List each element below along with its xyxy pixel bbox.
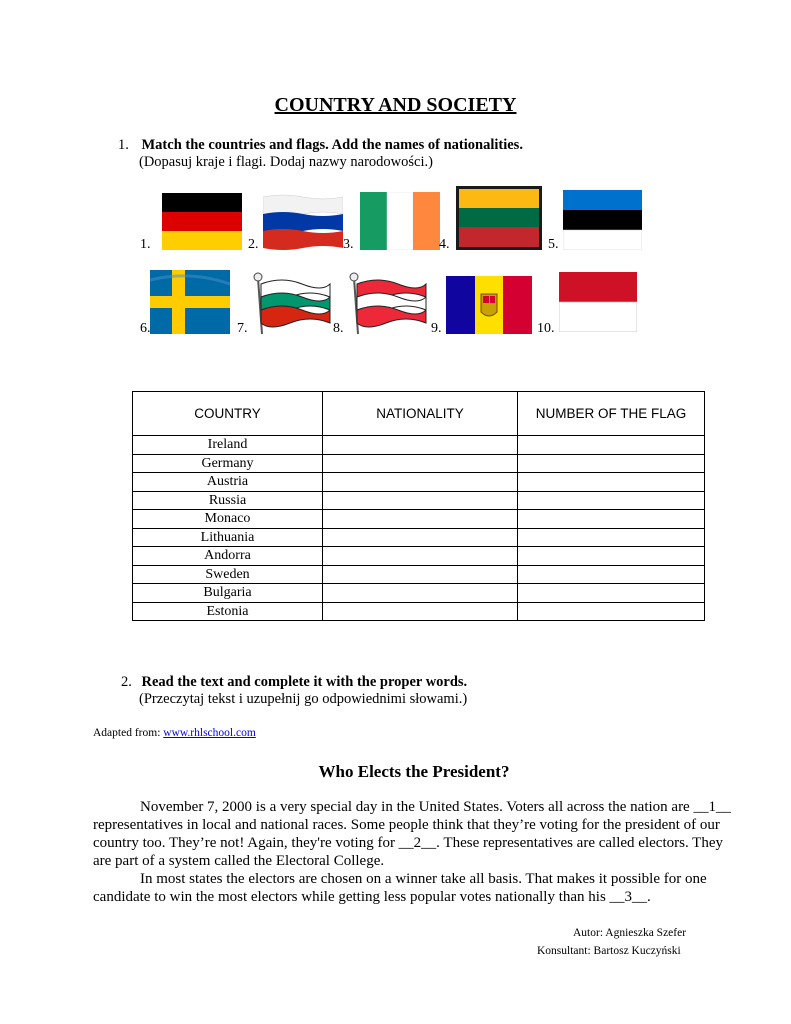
- flag-number: 7.: [237, 321, 248, 336]
- nationality-cell[interactable]: [323, 436, 518, 455]
- task2-number: 2.: [121, 674, 132, 690]
- column-header-flag-number: NUMBER OF THE FLAG: [518, 392, 705, 436]
- country-cell: Lithuania: [133, 528, 323, 547]
- flag-number: 8.: [333, 321, 344, 336]
- author: Autor: Agnieszka Szefer: [573, 927, 687, 939]
- task2-translation: (Przeczytaj tekst i uzupełnij go odpowiednimi słowami.): [139, 691, 468, 707]
- flag-number: 3.: [343, 237, 354, 252]
- source-prefix: Adapted from:: [93, 727, 164, 739]
- flag-number-cell[interactable]: [518, 436, 705, 455]
- flag-number-cell[interactable]: [518, 491, 705, 510]
- lithuania-flag-icon: [456, 186, 542, 250]
- country-cell: Russia: [133, 491, 323, 510]
- nationality-cell[interactable]: [323, 528, 518, 547]
- bulgaria-flag-icon: [252, 272, 332, 336]
- country-cell: Ireland: [133, 436, 323, 455]
- flag-number-cell[interactable]: [518, 528, 705, 547]
- task2-instruction: Read the text and complete it with the proper words.: [141, 674, 468, 690]
- country-cell: Estonia: [133, 602, 323, 621]
- nationality-cell[interactable]: [323, 602, 518, 621]
- flag-number: 4.: [439, 237, 450, 252]
- flag-number-cell[interactable]: [518, 602, 705, 621]
- flag-number: 10.: [537, 321, 555, 336]
- country-cell: Germany: [133, 454, 323, 473]
- task2: [121, 674, 467, 708]
- source-line: [93, 727, 256, 739]
- nationality-cell[interactable]: [323, 473, 518, 492]
- paragraph: November 7, 2000 is a very special day in the United States. Voters all across the nation are __1__ representatives in local and national races. Some people think that they’re voting for the president of our country too. They’re not! Again, they're voting for __2__. These representatives are called electors. They are part of a system called the Electoral College.: [93, 799, 731, 869]
- table-row: [133, 454, 705, 473]
- russia-flag-icon: [263, 193, 343, 250]
- paragraph: In most states the electors are chosen on a winner take all basis. That makes it possible for one candidate to win the most electors while getting less popular votes nationally than his __3__.: [93, 871, 707, 905]
- consultant: Konsultant: Bartosz Kuczyński: [537, 945, 681, 957]
- task1-instruction: Match the countries and flags. Add the names of nationalities.: [141, 137, 523, 153]
- flag-number-cell[interactable]: [518, 454, 705, 473]
- table-row: [133, 491, 705, 510]
- task1-number: 1.: [118, 137, 129, 153]
- andorra-flag-icon: [446, 276, 532, 334]
- flag-number-cell[interactable]: [518, 473, 705, 492]
- table-row: [133, 584, 705, 603]
- ireland-flag-icon: [360, 192, 440, 250]
- table-row: [133, 510, 705, 529]
- monaco-flag-icon: [559, 272, 637, 332]
- text-title: Who Elects the President?: [318, 762, 510, 781]
- table-body: [133, 436, 705, 621]
- source-link[interactable]: www.rhlschool.com: [163, 727, 256, 739]
- column-header-country: COUNTRY: [133, 392, 323, 436]
- flag-number: 5.: [548, 237, 559, 252]
- estonia-flag-icon: [563, 190, 642, 250]
- flag-number: 6.: [140, 321, 151, 336]
- country-cell: Bulgaria: [133, 584, 323, 603]
- column-header-nationality: NATIONALITY: [323, 392, 518, 436]
- reading-text: [93, 798, 733, 906]
- nationality-cell[interactable]: [323, 454, 518, 473]
- country-cell: Austria: [133, 473, 323, 492]
- germany-flag-icon: [162, 193, 242, 250]
- table-row: [133, 528, 705, 547]
- page-title: COUNTRY AND SOCIETY: [274, 94, 517, 116]
- flag-number: 9.: [431, 321, 442, 336]
- nationality-cell[interactable]: [323, 491, 518, 510]
- country-cell: Sweden: [133, 565, 323, 584]
- flag-number: 2.: [248, 237, 259, 252]
- task1: [118, 137, 523, 171]
- table-row: [133, 436, 705, 455]
- table-row: [133, 547, 705, 566]
- sweden-flag-icon: [150, 270, 230, 334]
- flag-number-cell[interactable]: [518, 510, 705, 529]
- flag-number-cell[interactable]: [518, 547, 705, 566]
- nationality-cell[interactable]: [323, 565, 518, 584]
- table-row: [133, 602, 705, 621]
- austria-flag-icon: [348, 272, 428, 336]
- country-cell: Andorra: [133, 547, 323, 566]
- country-table: [132, 391, 705, 621]
- task1-translation: (Dopasuj kraje i flagi. Dodaj nazwy narodowości.): [139, 154, 433, 170]
- flag-number: 1.: [140, 237, 151, 252]
- flag-number-cell[interactable]: [518, 584, 705, 603]
- flag-number-cell[interactable]: [518, 565, 705, 584]
- country-cell: Monaco: [133, 510, 323, 529]
- table-row: [133, 473, 705, 492]
- nationality-cell[interactable]: [323, 510, 518, 529]
- nationality-cell[interactable]: [323, 547, 518, 566]
- nationality-cell[interactable]: [323, 584, 518, 603]
- table-row: [133, 565, 705, 584]
